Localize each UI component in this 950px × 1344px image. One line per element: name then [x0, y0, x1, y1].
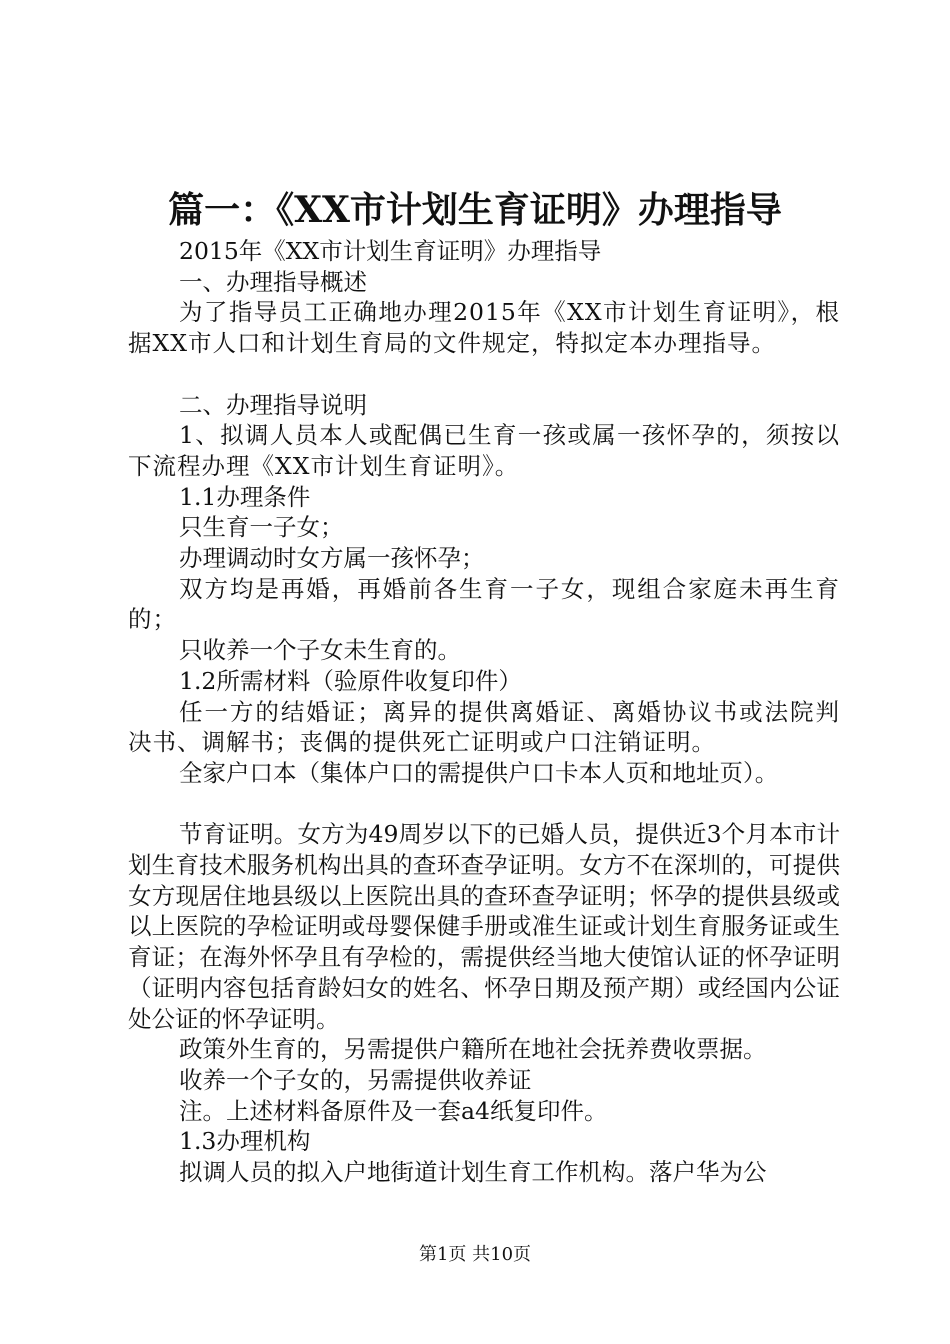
paragraph-material-3: 节育证明。女方为49周岁以下的已婚人员，提供近3个月本市计划生育技术服务机构出具的查环查孕证明。女方不在深圳的，可提供女方现居住地县级以上医院出具的查环查孕证明；怀孕的提供县级或以上医院的孕检证明或母婴保健手册或准生证或计划生育服务证或生育证；在海外怀孕且有孕检的，需提供经当地大使馆认证的怀孕证明（证明内容包括育龄妇女的姓名、怀孕日期及预产期）或经国内公证处公证的怀孕证明。	[128, 820, 840, 1033]
paragraph-condition-3: 双方均是再婚，再婚前各生育一子女，现组合家庭未再生育的；	[128, 574, 840, 634]
paragraph-condition-4: 只收养一个子女未生育的。	[179, 636, 461, 665]
document-body	[128, 236, 840, 1188]
paragraph-material-5: 收养一个子女的，另需提供收养证	[179, 1065, 532, 1094]
paragraph-material-1: 任一方的结婚证；离异的提供离婚证、离婚协议书或法院判决书、调解书；丧偶的提供死亡证明或户口注销证明。	[128, 697, 840, 757]
paragraph-subtitle: 2015年《XX市计划生育证明》办理指导	[179, 237, 602, 265]
subheading-conditions: 1.1办理条件	[179, 482, 311, 511]
paragraph-material-4: 政策外生育的，另需提供户籍所在地社会抚养费收票据。	[179, 1035, 767, 1064]
section-heading-instructions: 二、办理指导说明	[179, 390, 367, 419]
paragraph-purpose: 为了指导员工正确地办理2015年《XX市计划生育证明》，根据XX市人口和计划生育局的文件规定，特拟定本办理指导。	[128, 298, 840, 358]
paragraph-condition-2: 办理调动时女方属一孩怀孕；	[179, 544, 485, 573]
section-heading-overview: 一、办理指导概述	[179, 267, 367, 296]
document-title: 篇一：《XX市计划生育证明》办理指导	[168, 189, 782, 231]
subheading-agency: 1.3办理机构	[179, 1127, 311, 1156]
paragraph-agency: 拟调人员的拟入户地街道计划生育工作机构。落户华为公	[179, 1158, 767, 1187]
paragraph-material-2: 全家户口本（集体户口的需提供户口卡本人页和地址页）。	[179, 758, 779, 787]
paragraph-note: 注。上述材料备原件及一套a4纸复印件。	[179, 1096, 608, 1125]
blank-line	[128, 789, 840, 820]
paragraph-item-1: 1、拟调人员本人或配偶已生育一孩或属一孩怀孕的，须按以下流程办理《XX市计划生育证明》。	[128, 421, 840, 480]
paragraph-condition-1: 只生育一子女；	[179, 513, 344, 542]
subheading-materials: 1.2所需材料（验原件收复印件）	[179, 666, 522, 695]
blank-line	[128, 359, 840, 390]
page-footer: 第1页 共10页	[418, 1244, 532, 1265]
